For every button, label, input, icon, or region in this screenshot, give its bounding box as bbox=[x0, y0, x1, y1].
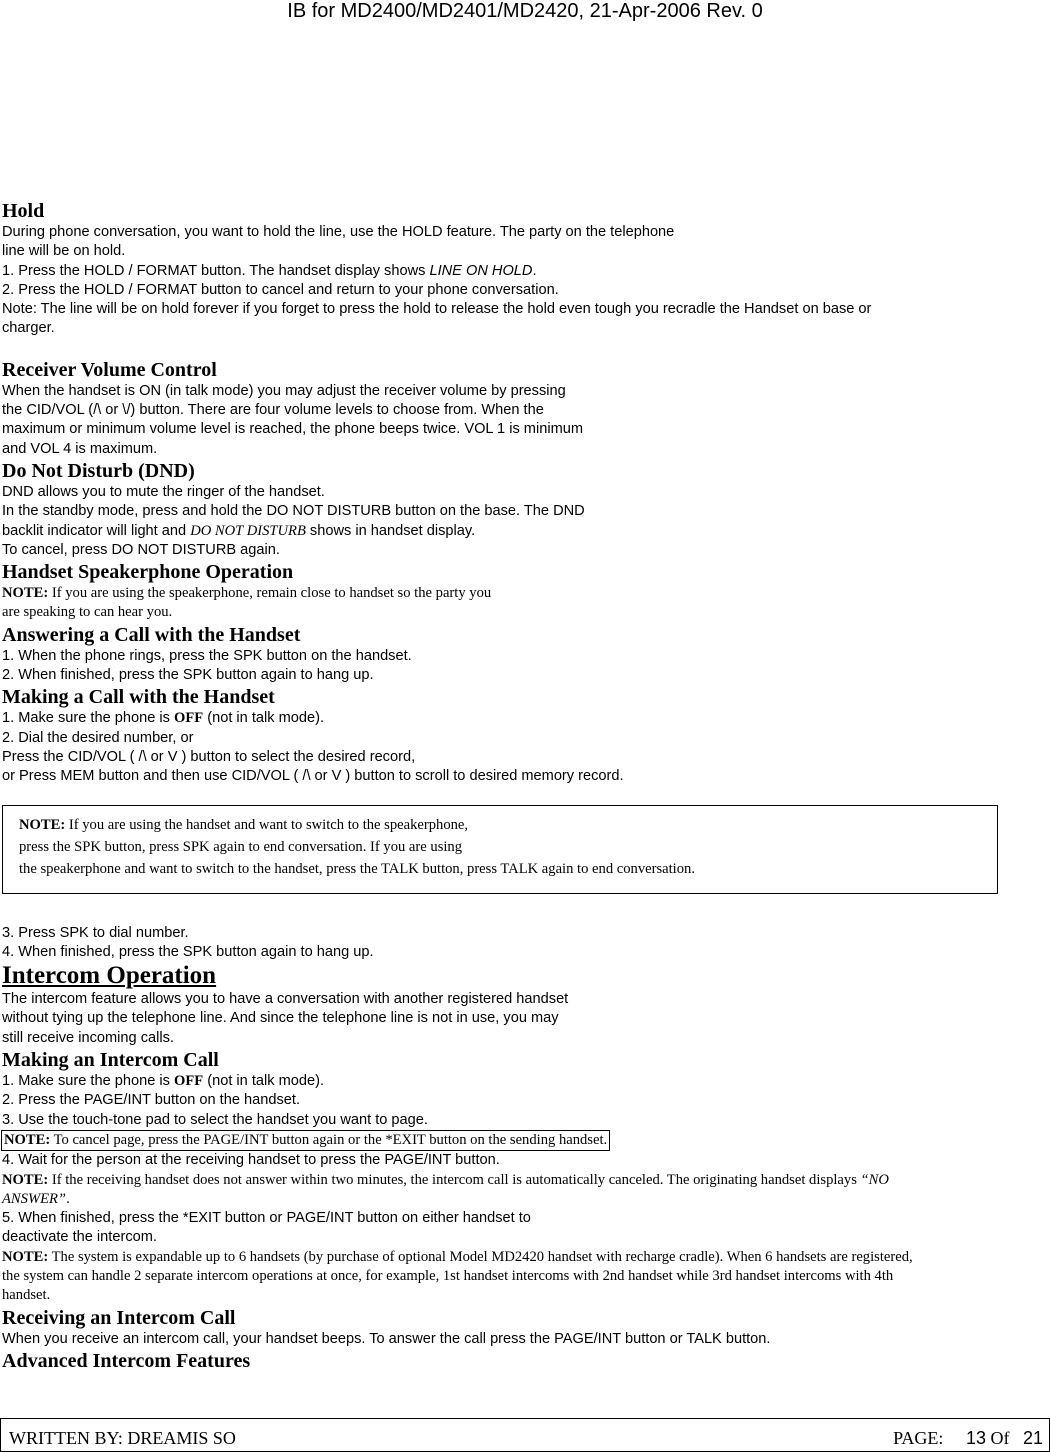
answering-step-2: 2. When finished, press the SPK button again to hang up. bbox=[2, 667, 374, 684]
making-step-2c: or Press MEM button and then use CID/VOL ( /\ or V ) button to scroll to desired memory record. bbox=[2, 768, 624, 785]
intercom-line-2: without tying up the telephone line. And since the telephone line is not in use, you may bbox=[2, 1010, 559, 1027]
intercom-step-4: 4. Wait for the person at the receiving handset to press the PAGE/INT button. bbox=[2, 1152, 500, 1169]
intercom-line-1: The intercom feature allows you to have a conversation with another registered handset bbox=[2, 991, 569, 1008]
making-step-4: 4. When finished, press the SPK button again to hang up. bbox=[2, 943, 374, 960]
inline-note-box: NOTE: To cancel page, press the PAGE/INT button again or the *EXIT button on the sending handset. bbox=[1, 1130, 610, 1151]
note-box-line-1: NOTE: If you are using the handset and want to switch to the speakerphone, bbox=[19, 816, 469, 833]
footer-page-label: PAGE: bbox=[893, 1428, 944, 1448]
note-label: NOTE: bbox=[19, 816, 66, 833]
page-footer bbox=[0, 1418, 1050, 1452]
dnd-line-1: DND allows you to mute the ringer of the handset. bbox=[2, 483, 325, 500]
receiving-intercom-line: When you receive an intercom call, your handset beeps. To answer the call press the PAGE/INT button or TALK button. bbox=[2, 1330, 771, 1347]
section-heading-intercom: Intercom Operation bbox=[2, 962, 217, 990]
footer-total-pages: 21 bbox=[1022, 1428, 1043, 1448]
dnd-line-3: backlit indicator will light and DO NOT DISTURB shows in handset display. bbox=[2, 522, 476, 539]
receiver-volume-line-1: When the handset is ON (in talk mode) you may adjust the receiver volume by pressing bbox=[2, 382, 566, 399]
hold-step-1: 1. Press the HOLD / FORMAT button. The handset display shows LINE ON HOLD. bbox=[2, 262, 537, 279]
receiver-volume-line-2: the CID/VOL (/\ or \/) button. There are four volume levels to choose from. When the bbox=[2, 402, 544, 419]
hold-line-1: During phone conversation, you want to hold the line, use the HOLD feature. The party on the telephone bbox=[2, 224, 675, 240]
making-step-2b: Press the CID/VOL ( /\ or V ) button to select the desired record, bbox=[2, 748, 416, 765]
note-box-line-3: the speakerphone and want to switch to the handset, press the TALK button, press TALK again to end conversation. bbox=[19, 860, 695, 877]
note-label: NOTE: bbox=[2, 585, 49, 602]
intercom-line-3: still receive incoming calls. bbox=[2, 1029, 174, 1046]
section-heading-receiving-intercom: Receiving an Intercom Call bbox=[2, 1306, 236, 1329]
section-heading-receiver-volume: Receiver Volume Control bbox=[2, 358, 217, 381]
footer-written-by: WRITTEN BY: DREAMIS SO bbox=[9, 1428, 236, 1448]
intercom-step-2: 2. Press the PAGE/INT button on the handset. bbox=[2, 1092, 300, 1109]
hold-step-2: 2. Press the HOLD / FORMAT button to cancel and return to your phone conversation. bbox=[2, 281, 559, 298]
footer-page-number: 13 bbox=[965, 1428, 986, 1448]
section-heading-making-call: Making a Call with the Handset bbox=[2, 686, 275, 709]
intercom-expand-note-line-2: the system can handle 2 separate intercom operations at once, for example, 1st handset intercoms with 2nd handset while 3rd handset intercoms with 4th bbox=[2, 1267, 894, 1284]
intercom-expand-note-line-3: handset. bbox=[2, 1287, 51, 1304]
making-step-1: 1. Make sure the phone is OFF (not in talk mode). bbox=[2, 710, 325, 727]
intercom-noanswer-note-line-1: NOTE: If the receiving handset does not answer within two minutes, the intercom call is automatically canceled. The originating handset displays “NO bbox=[2, 1171, 889, 1188]
intercom-cancel-note bbox=[2, 1130, 1048, 1151]
hold-note-line-2: charger. bbox=[2, 320, 55, 337]
note-box-line-2: press the SPK button, press SPK again to end conversation. If you are using bbox=[19, 838, 463, 855]
answering-step-1: 1. When the phone rings, press the SPK button on the handset. bbox=[2, 647, 412, 664]
making-step-3: 3. Press SPK to dial number. bbox=[2, 924, 189, 941]
section-heading-answering: Answering a Call with the Handset bbox=[2, 623, 301, 646]
section-heading-making-intercom: Making an Intercom Call bbox=[2, 1049, 219, 1072]
making-step-2: 2. Dial the desired number, or bbox=[2, 729, 194, 746]
intercom-step-5b: deactivate the intercom. bbox=[2, 1229, 157, 1246]
speakerphone-note-line-1: NOTE: If you are using the speakerphone, remain close to handset so the party you bbox=[2, 585, 492, 602]
section-heading-advanced-intercom: Advanced Intercom Features bbox=[2, 1349, 251, 1372]
section-heading-dnd: Do Not Disturb (DND) bbox=[2, 459, 195, 482]
note-box bbox=[2, 805, 998, 894]
document-body bbox=[2, 199, 1048, 1373]
intercom-expand-note-line-1: NOTE: The system is expandable up to 6 handsets (by purchase of optional Model MD2420 handset with recharge cradle). When 6 handsets are registered, bbox=[2, 1248, 913, 1265]
footer-of-label: Of bbox=[990, 1428, 1010, 1448]
section-heading-hold: Hold bbox=[2, 200, 45, 222]
intercom-step-3: 3. Use the touch-tone pad to select the handset you want to page. bbox=[2, 1111, 428, 1128]
intercom-noanswer-note-line-2: ANSWER”. bbox=[2, 1190, 70, 1207]
receiver-volume-line-4: and VOL 4 is maximum. bbox=[2, 440, 158, 457]
receiver-volume-line-3: maximum or minimum volume level is reached, the phone beeps twice. VOL 1 is minimum bbox=[2, 421, 583, 438]
display-text-line-on-hold: LINE ON HOLD bbox=[429, 262, 533, 279]
intercom-step-1: 1. Make sure the phone is OFF (not in talk mode). bbox=[2, 1073, 325, 1090]
speakerphone-note-line-2: are speaking to can hear you. bbox=[2, 604, 173, 621]
document-header: IB for MD2400/MD2401/MD2420, 21-Apr-2006 Rev. 0 bbox=[287, 0, 763, 22]
section-heading-speakerphone: Handset Speakerphone Operation bbox=[2, 561, 294, 584]
display-text-do-not-disturb: DO NOT DISTURB bbox=[190, 522, 306, 539]
footer-page-info bbox=[893, 1428, 1043, 1449]
intercom-step-5a: 5. When finished, press the *EXIT button or PAGE/INT button on either handset to bbox=[2, 1210, 531, 1227]
dnd-line-4: To cancel, press DO NOT DISTURB again. bbox=[2, 541, 280, 558]
hold-note-line-1: Note: The line will be on hold forever if you forget to press the hold to release the hold even tough you recradle the Handset on base or bbox=[2, 301, 872, 318]
dnd-line-2: In the standby mode, press and hold the DO NOT DISTURB button on the base. The DND bbox=[2, 503, 585, 520]
hold-line-2: line will be on hold. bbox=[2, 243, 126, 260]
